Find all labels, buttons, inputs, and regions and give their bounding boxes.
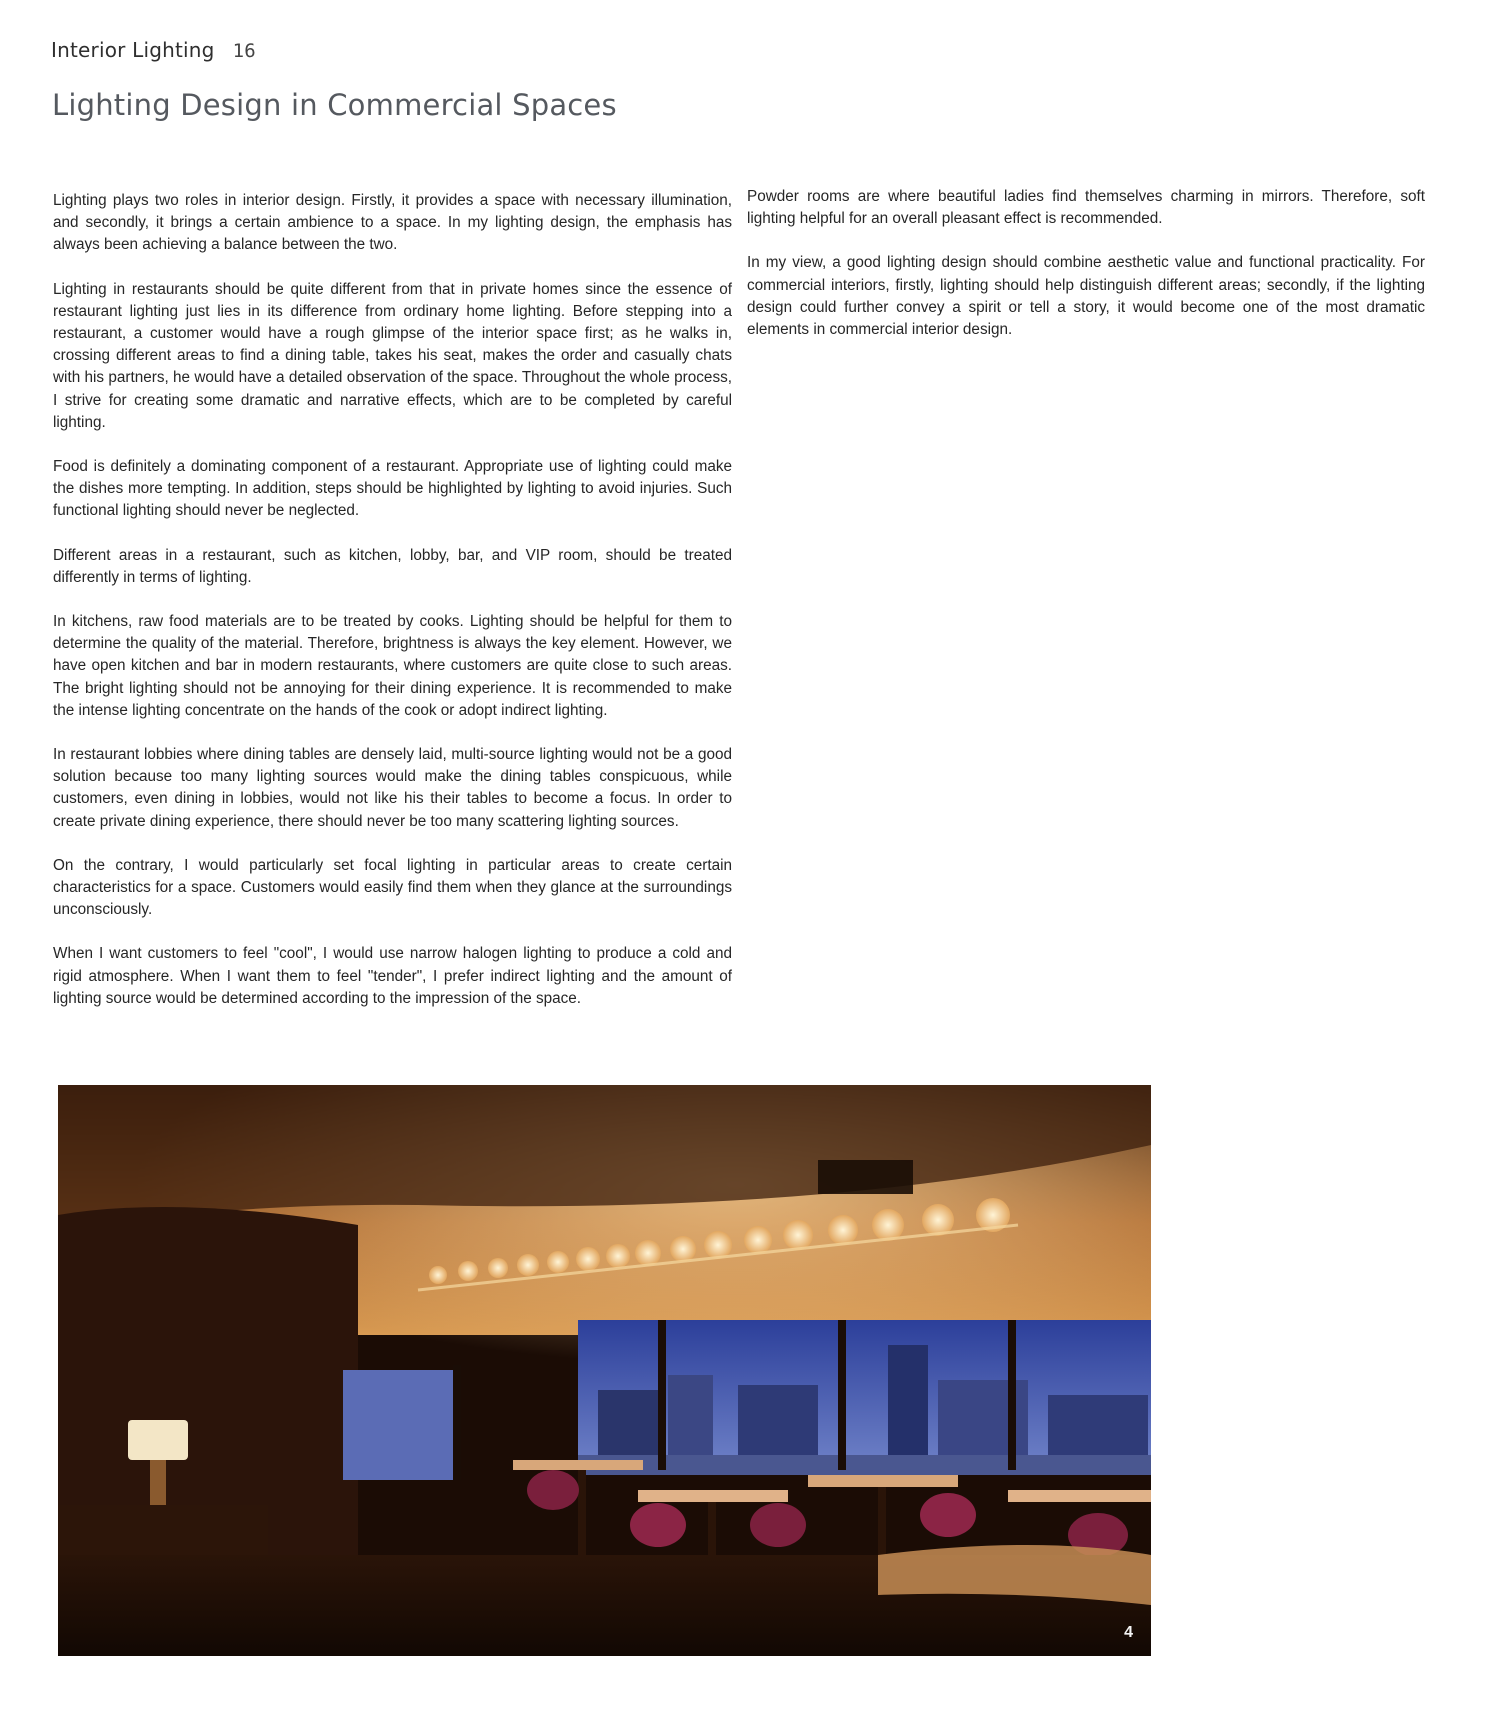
page-number: 16 [232, 40, 256, 62]
paragraph: In restaurant lobbies where dining tables are densely laid, multi-source lighting would not be a good solution because too many lighting sources would make the dining tables conspicuous, while customers, even dining in lobbies, would not like his their tables to become a focus. In order to create private dining experience, there should never be too many scattering lighting sources. [53, 746, 732, 830]
paragraph: In kitchens, raw food materials are to be treated by cooks. Lighting should be helpful for them to determine the quality of the material. Therefore, brightness is always the key element. However, we have open kitchen and bar in modern restaurants, where customers are quite close to such areas. The bright lighting should not be annoying for their dining experience. It is recommended to make the intense lighting concentrate on the hands of the cook or adopt indirect lighting. [53, 613, 732, 719]
ceiling-vent [818, 1160, 913, 1194]
paragraph: Lighting in restaurants should be quite different from that in private homes since the essence of restaurant lighting just lies in its difference from ordinary home lighting. Before stepping into a restaurant, a customer would have a rough glimpse of the interior space first; as he walks in, crossing different areas to find a dining table, takes his seat, makes the order and casually chats with his partners, he would have a detailed observation of the space. Throughout the whole process, I strive for creating some dramatic and narrative effects, which are to be completed by careful lighting. [53, 280, 732, 431]
restaurant-illustration [58, 1085, 1151, 1656]
paragraph: Powder rooms are where beautiful ladies find themselves charming in mirrors. Therefore, soft lighting helpful for an overall pleasant effect is recommended. [747, 188, 1425, 228]
page-title: Lighting Design in Commercial Spaces [52, 88, 617, 122]
restaurant-photo [58, 1085, 1151, 1656]
paragraph: On the contrary, I would particularly set focal lighting in particular areas to create certain characteristics for a space. Customers would easily find them when they glance at the surroundings unconsciously. [53, 856, 732, 919]
figure-number: 4 [1124, 1624, 1133, 1641]
section-label: Interior Lighting [51, 38, 215, 62]
running-head [51, 38, 256, 62]
left-column [53, 190, 732, 1032]
paragraph: When I want customers to feel "cool", I would use narrow halogen lighting to produce a cold and rigid atmosphere. When I want them to feel "tender", I prefer indirect lighting and the amount of lighting source would be determined according to the impression of the space. [53, 945, 732, 1007]
paragraph: Different areas in a restaurant, such as kitchen, lobby, bar, and VIP room, should be treated differently in terms of lighting. [53, 546, 732, 586]
paragraph: In my view, a good lighting design should combine aesthetic value and functional practicality. For commercial interiors, firstly, lighting should help distinguish different areas; secondly, if the lighting design could further convey a spirit or tell a story, it would become one of the most dramatic elements in commercial interior design. [747, 254, 1425, 339]
paragraph: Lighting plays two roles in interior design. Firstly, it provides a space with necessary illumination, and secondly, it brings a certain ambience to a space. In my lighting design, the emphasis has always been achieving a balance between the two. [53, 192, 732, 254]
paragraph: Food is definitely a dominating component of a restaurant. Appropriate use of lighting could make the dishes more tempting. In addition, steps should be highlighted by lighting to avoid injuries. Such functional lighting should never be neglected. [53, 458, 732, 520]
right-column [747, 186, 1425, 363]
